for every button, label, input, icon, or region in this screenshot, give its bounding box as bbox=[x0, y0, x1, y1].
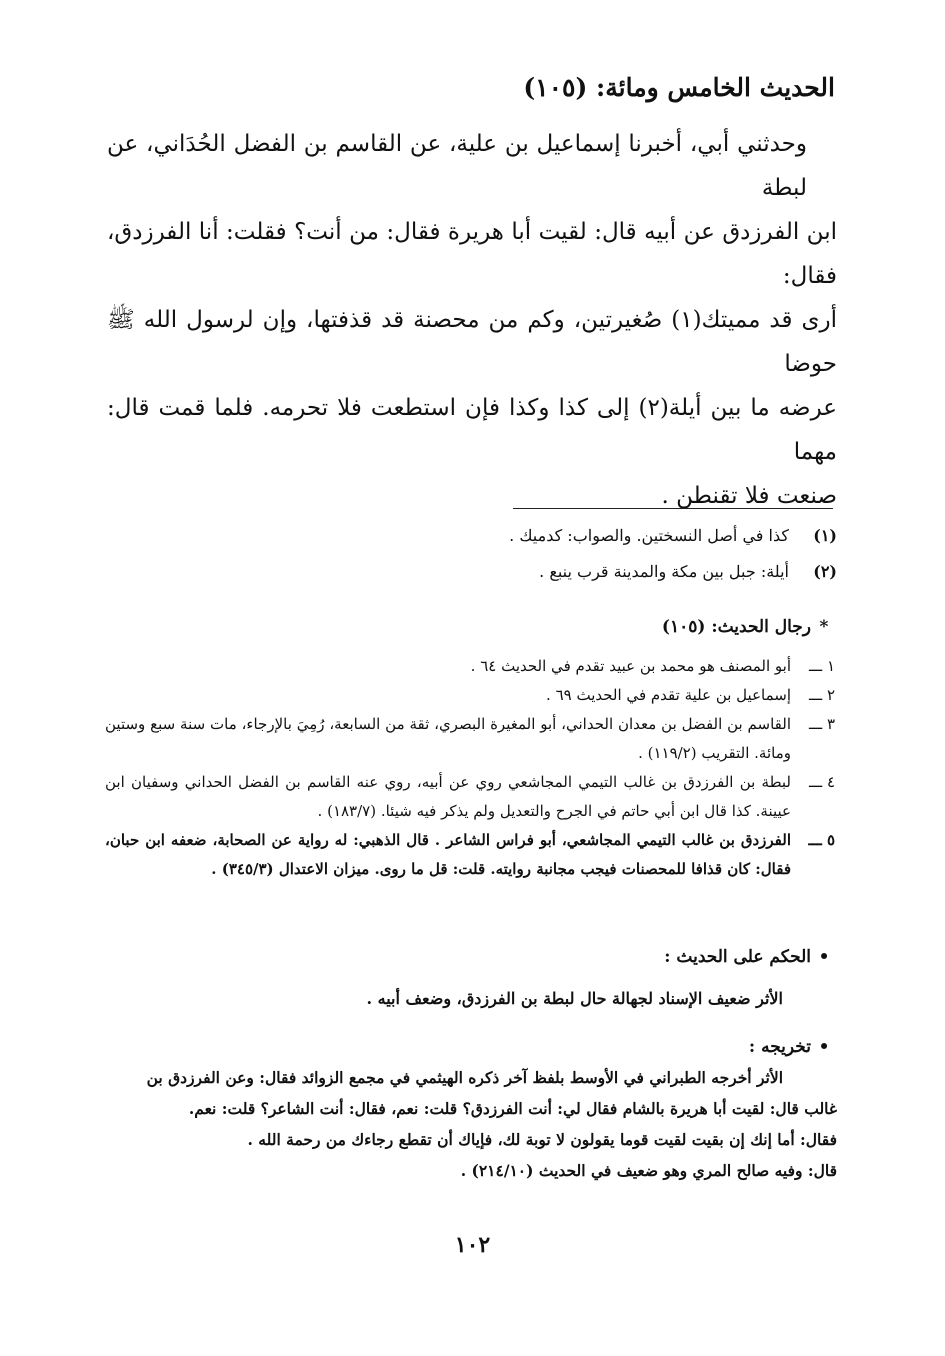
hadith-heading: الحديث الخامس ومائة: (١٠٥) bbox=[523, 73, 835, 102]
narrator-text: أبو المصنف هو محمد بن عبيد تقدم في الحديث ٦٤ . bbox=[470, 657, 791, 675]
hadith-line: أرى قد مميتك(١) صُغيرتين، وكم من محصنة قد قذفتها، وإن لرسول الله ﷺ حوضا bbox=[107, 307, 837, 377]
hadith-line: صنعت فلا تقنطن . bbox=[661, 483, 837, 509]
takhrij-title-text: تخريجه : bbox=[748, 1037, 811, 1057]
narrator-item bbox=[105, 768, 835, 826]
hadith-line: عرضه ما بين أيلة(٢) إلى كذا وكذا فإن استطعت فلا تحرمه. فلما قمت قال: مهما bbox=[107, 395, 837, 465]
judgment-title bbox=[107, 944, 837, 970]
asterisk-icon: * bbox=[819, 617, 829, 637]
footnote-number: (٢) bbox=[813, 562, 837, 581]
takhrij-title bbox=[107, 1034, 837, 1060]
footnote-divider bbox=[513, 508, 833, 509]
hadith-text bbox=[107, 122, 837, 518]
narrator-text: لبطة بن الفرزدق بن غالب التيمي المجاشعي روي عن أبيه، روي عنه القاسم بن الفضل الحداني وسفيان ابن عيينة. كذا قال ابن أبي حاتم في الجرح والتعديل ولم يذكر فيه شيئا. (١٨٣/٧) . bbox=[105, 773, 791, 820]
takhrij-line: فقال: أما إنك إن بقيت لقيت قوما يقولون لا توبة لك، فإياك أن تقطع رجاءك من رحمة الله . bbox=[247, 1130, 837, 1149]
footnote bbox=[107, 524, 837, 548]
takhrij-line: الأثر أخرجه الطبراني في الأوسط بلفظ آخر ذكره الهيثمي في مجمع الزوائد فقال: وعن الفرزدق بن bbox=[146, 1068, 783, 1087]
narrator-item bbox=[105, 826, 835, 884]
narrators-title-text: رجال الحديث: (١٠٥) bbox=[661, 617, 811, 637]
narrator-item bbox=[105, 710, 835, 768]
narrator-text: إسماعيل بن علية تقدم في الحديث ٦٩ . bbox=[546, 686, 791, 704]
narrator-item bbox=[105, 681, 835, 710]
footnote bbox=[107, 560, 837, 584]
takhrij-line: قال: وفيه صالح المري وهو ضعيف في الحديث (٢١٤/١٠) . bbox=[460, 1161, 837, 1180]
bullet-icon: • bbox=[818, 947, 830, 967]
judgment-text: الأثر ضعيف الإسناد لجهالة حال لبطة بن الفرزدق، وضعف أبيه . bbox=[366, 989, 783, 1008]
footnote-number: (١) bbox=[813, 526, 837, 545]
footnote-text: أيلة: جبل بين مكة والمدينة قرب ينبع . bbox=[539, 562, 789, 581]
hadith-line: ابن الفرزدق عن أبيه قال: لقيت أبا هريرة فقال: من أنت؟ فقلت: أنا الفرزدق، فقال: bbox=[107, 219, 837, 289]
bullet-icon: • bbox=[818, 1037, 830, 1057]
narrators-list bbox=[105, 652, 835, 884]
narrator-index: ٣ ـــ bbox=[808, 715, 835, 733]
narrator-item bbox=[105, 652, 835, 681]
narrator-text: الفرزدق بن غالب التيمي المجاشعي، أبو فراس الشاعر . قال الذهبي: له رواية عن الصحابة، ضعفه ابن حبان، فقال: كان قذافا للمحصنات فيجب مجانبة روايته. قلت: قل ما روى. ميزان الاعتدال (٣٤٥/٣) . bbox=[105, 831, 791, 878]
takhrij-line: غالب قال: لقيت أبا هريرة بالشام فقال لي: أنت الفرزدق؟ قلت: نعم، فقال: أنت الشاعر؟ قلت: نعم. bbox=[188, 1099, 837, 1118]
takhrij-text bbox=[107, 1062, 837, 1186]
narrator-text: القاسم بن الفضل بن معدان الحداني، أبو المغيرة البصري، ثقة من السابعة، رُمِيَ بالإرجاء، مات سنة سبع وستين ومائة. التقريب (١١٩/٢) . bbox=[105, 715, 791, 762]
narrators-title bbox=[107, 614, 837, 640]
hadith-line: وحدثني أبي، أخبرنا إسماعيل بن علية، عن القاسم بن الفضل الحُدَاني، عن لبطة bbox=[107, 131, 807, 201]
page-number: ١٠٢ bbox=[454, 1232, 491, 1258]
narrator-index: ٤ ـــ bbox=[808, 773, 835, 791]
narrator-index: ٢ ـــ bbox=[808, 686, 835, 704]
footnote-text: كذا في أصل النسختين. والصواب: كدميك . bbox=[509, 526, 789, 545]
narrator-index: ٥ ـــ bbox=[808, 831, 835, 849]
narrator-index: ١ ـــ bbox=[808, 657, 835, 675]
judgment-title-text: الحكم على الحديث : bbox=[664, 947, 811, 967]
